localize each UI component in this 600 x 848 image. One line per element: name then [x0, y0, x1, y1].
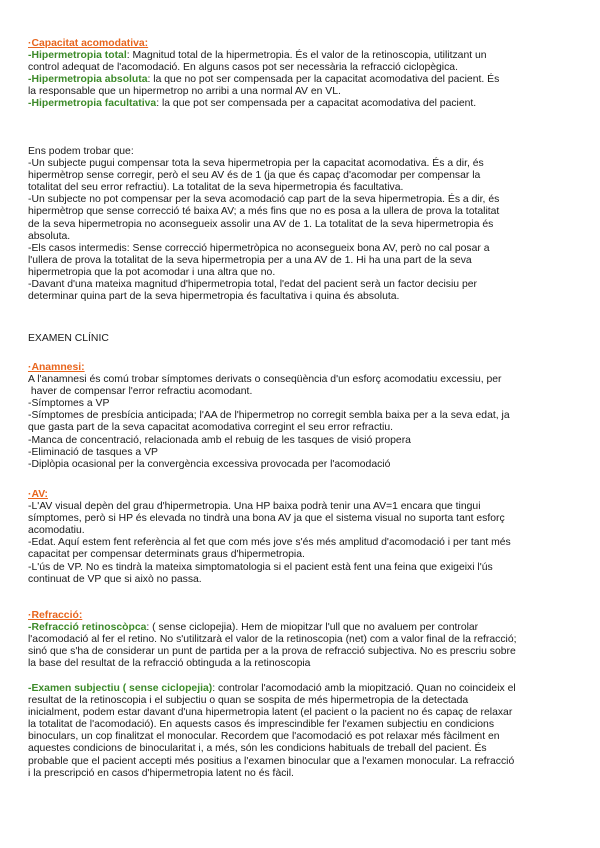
text-line: -Diplòpia ocasional per la convergència excessiva provocada per l'acomodació	[28, 458, 391, 470]
text-line: -Eliminació de tasques a VP	[28, 446, 158, 458]
term-refraccio-retinoscopica: -Refracció retinoscòpca	[28, 622, 147, 634]
text-line: l'ullera de prova la totalitat de la seva hipermetropia per a una AV de 1. Hi ha una part de la seva	[28, 254, 472, 266]
term-examen-subjectiu: -Examen subjectiu ( sense ciclopejia)	[28, 683, 213, 694]
text-line: la responsable que un hipermetrop no arribi a una normal AV en VL.	[28, 86, 341, 98]
section-capacitat-acomodativa	[28, 38, 572, 111]
text-line: totalitat del seu error refractiu). La totalitat de la seva hipermetropia és facultativa.	[28, 182, 404, 194]
section-av	[28, 489, 572, 586]
text-line: determinar quina part de la seva hipermetropia és facultativa i quina és absoluta.	[28, 291, 400, 303]
text-line: la base del resultat de la refracció obtinguda a la retinoscopia	[28, 658, 311, 670]
text-line: continuat de VP que si això no passa.	[28, 573, 202, 585]
text-line: inicialment, podem estar davant d'una hipermetropia latent (el pacient o la pacient no és capaç de relaxar	[28, 707, 513, 719]
text-line: l'acomodació al fer el retino. No s'utilitzarà el valor de la retinoscopia (net) com a valor final de la refracció;	[28, 634, 517, 646]
text-line: absoluta.	[28, 230, 71, 242]
text-line: haver de compensar l'error refractiu acomodant.	[28, 386, 253, 398]
text-line: binoculars, un cop finalitzat el monocular. Recordem que l'acomodació es pot relaxar més fàcilment en	[28, 731, 500, 743]
text-line: la totalitat de l'acomodació). En aquests casos és imprescindible fer l'examen subjectiu en condicions	[28, 719, 495, 731]
text-line: A l'anamnesi és comú trobar símptomes derivats o conseqüència d'un esforç acomodatiu excessiu, per	[28, 374, 502, 386]
text-line: control adequat de l'acomodació. En alguns casos pot ser necessària la refracció ciclopègica.	[28, 62, 458, 74]
definition-hipermetropia-absoluta: -Hipermetropia absoluta: la que no pot ser compensada per la capacitat acomodativa del pacient. És	[28, 74, 500, 86]
text-line: acomodatiu.	[28, 525, 85, 537]
section-ens-podem-trobar	[28, 146, 572, 303]
text-line: -L'AV visual depèn del grau d'hipermetropia. Una HP baixa podrà tenir una AV=1 encara que tingui	[28, 501, 481, 513]
heading-av: ·AV:	[28, 489, 49, 500]
section-anamnesi	[28, 362, 572, 471]
text-line: -Símptomes a VP	[28, 398, 110, 410]
heading-capacitat-acomodativa: ·Capacitat acomodativa:	[28, 38, 149, 49]
text-line: hipermètrop que sense correcció té baixa AV; a més fins que no es posa a la ullera de prova la totalitat	[28, 206, 500, 218]
text-line: -Un subjecte no pot compensar per la seva acomodació cap part de la seva hipermetropia. És a dir, és	[28, 194, 500, 206]
text-line: capacitat per compensar determinats graus d'hipermetropia.	[28, 549, 305, 561]
text-line: que gasta part de la seva capacitat acomodativa corregint el seu error refractiu.	[28, 422, 394, 434]
definition-refraccio-retinoscopica: -Refracció retinoscòpca: ( sense ciclopejia). Hem de miopitzar l'ull que no avaluem per controlar	[28, 622, 479, 634]
text-line: hipermètrop sense corregir, però el seu AV és de 1 (ja que és capaç d'acomodar per compensar la	[28, 170, 481, 182]
definition-hipermetropia-total: -Hipermetropia total: Magnitud total de la hipermetropia. És el valor de la retinoscopia, utilitzant un	[28, 50, 487, 62]
definition-examen-subjectiu: -Examen subjectiu ( sense ciclopejia): controlar l'acomodació amb la miopització. Quan no coincideix el	[28, 683, 516, 694]
heading-refraccio: ·Refracció:	[28, 610, 83, 621]
text-line: Ens podem trobar que:	[28, 146, 134, 157]
term-hipermetropia-facultativa: -Hipermetropia facultativa	[28, 98, 157, 110]
heading-anamnesi: ·Anamnesi:	[28, 362, 85, 373]
text-line: -Edat. Aquí estem fent referència al fet que com més jove s'és més amplitud d'acomodació i per tant més	[28, 537, 511, 549]
text-line: de la seva hipermetropia no aconsegueix assolir una AV de 1. La totalitat de la seva hipermetropia és	[28, 218, 494, 230]
text-line: resultat de la retinoscopia i el subjectiu o quan se sospita de més hipermetropia de la detectada	[28, 695, 469, 707]
text-line: -Els casos intermedis: Sense correcció hipermetròpica no aconsegueix bona AV, però no cal posar a	[28, 242, 490, 254]
exam-title-block	[28, 333, 572, 345]
text-line: hipermetropia que la pot acomodar i una altra que no.	[28, 266, 276, 278]
section-examen-subjectiu	[28, 683, 572, 780]
text-line: sinó que s'ha de considerar un punt de partida per a la prova de refracció subjectiva. No es prescriu sobre	[28, 646, 516, 658]
term-hipermetropia-absoluta: -Hipermetropia absoluta	[28, 74, 148, 86]
section-refraccio	[28, 610, 572, 670]
definition-hipermetropia-facultativa: -Hipermetropia facultativa: la que pot ser compensada per a capacitat acomodativa del pacient.	[28, 98, 477, 110]
exam-title: EXAMEN CLÍNIC	[28, 333, 109, 344]
text-line: probable que el pacient accepti més positius a l'examen binocular que a l'examen monocular. La refracció	[28, 755, 515, 767]
term-hipermetropia-total: -Hipermetropia total	[28, 50, 127, 62]
text-line: -Manca de concentració, relacionada amb el rebuig de les tasques de visió propera	[28, 434, 411, 446]
text-line: -L'ús de VP. No es tindrà la mateixa simptomatologia si el pacient està fent una feina que exigeixi l'ús	[28, 561, 493, 573]
text-line: i la prescripció en casos d'hipermetropia latent no és fàcil.	[28, 767, 294, 779]
text-line: -Un subjecte pugui compensar tota la seva hipermetropia per la capacitat acomodativa. És a dir, és	[28, 158, 484, 170]
text-line: -Símptomes de presbícia anticipada; l'AA de l'hipermetrop no corregit sembla baixa per a la seva edat, ja	[28, 410, 510, 422]
text-line: símptomes, però si HP és elevada no tindrà una bona AV ja que el sistema visual no suporta tant esforç	[28, 513, 505, 525]
text-line: -Davant d'una mateixa magnitud d'hipermetropia total, l'edat del pacient serà un factor decisiu per	[28, 279, 477, 291]
text-line: aquestes condicions de binocularitat i, a més, són les condicions habituals de treball del pacient. És	[28, 743, 487, 755]
